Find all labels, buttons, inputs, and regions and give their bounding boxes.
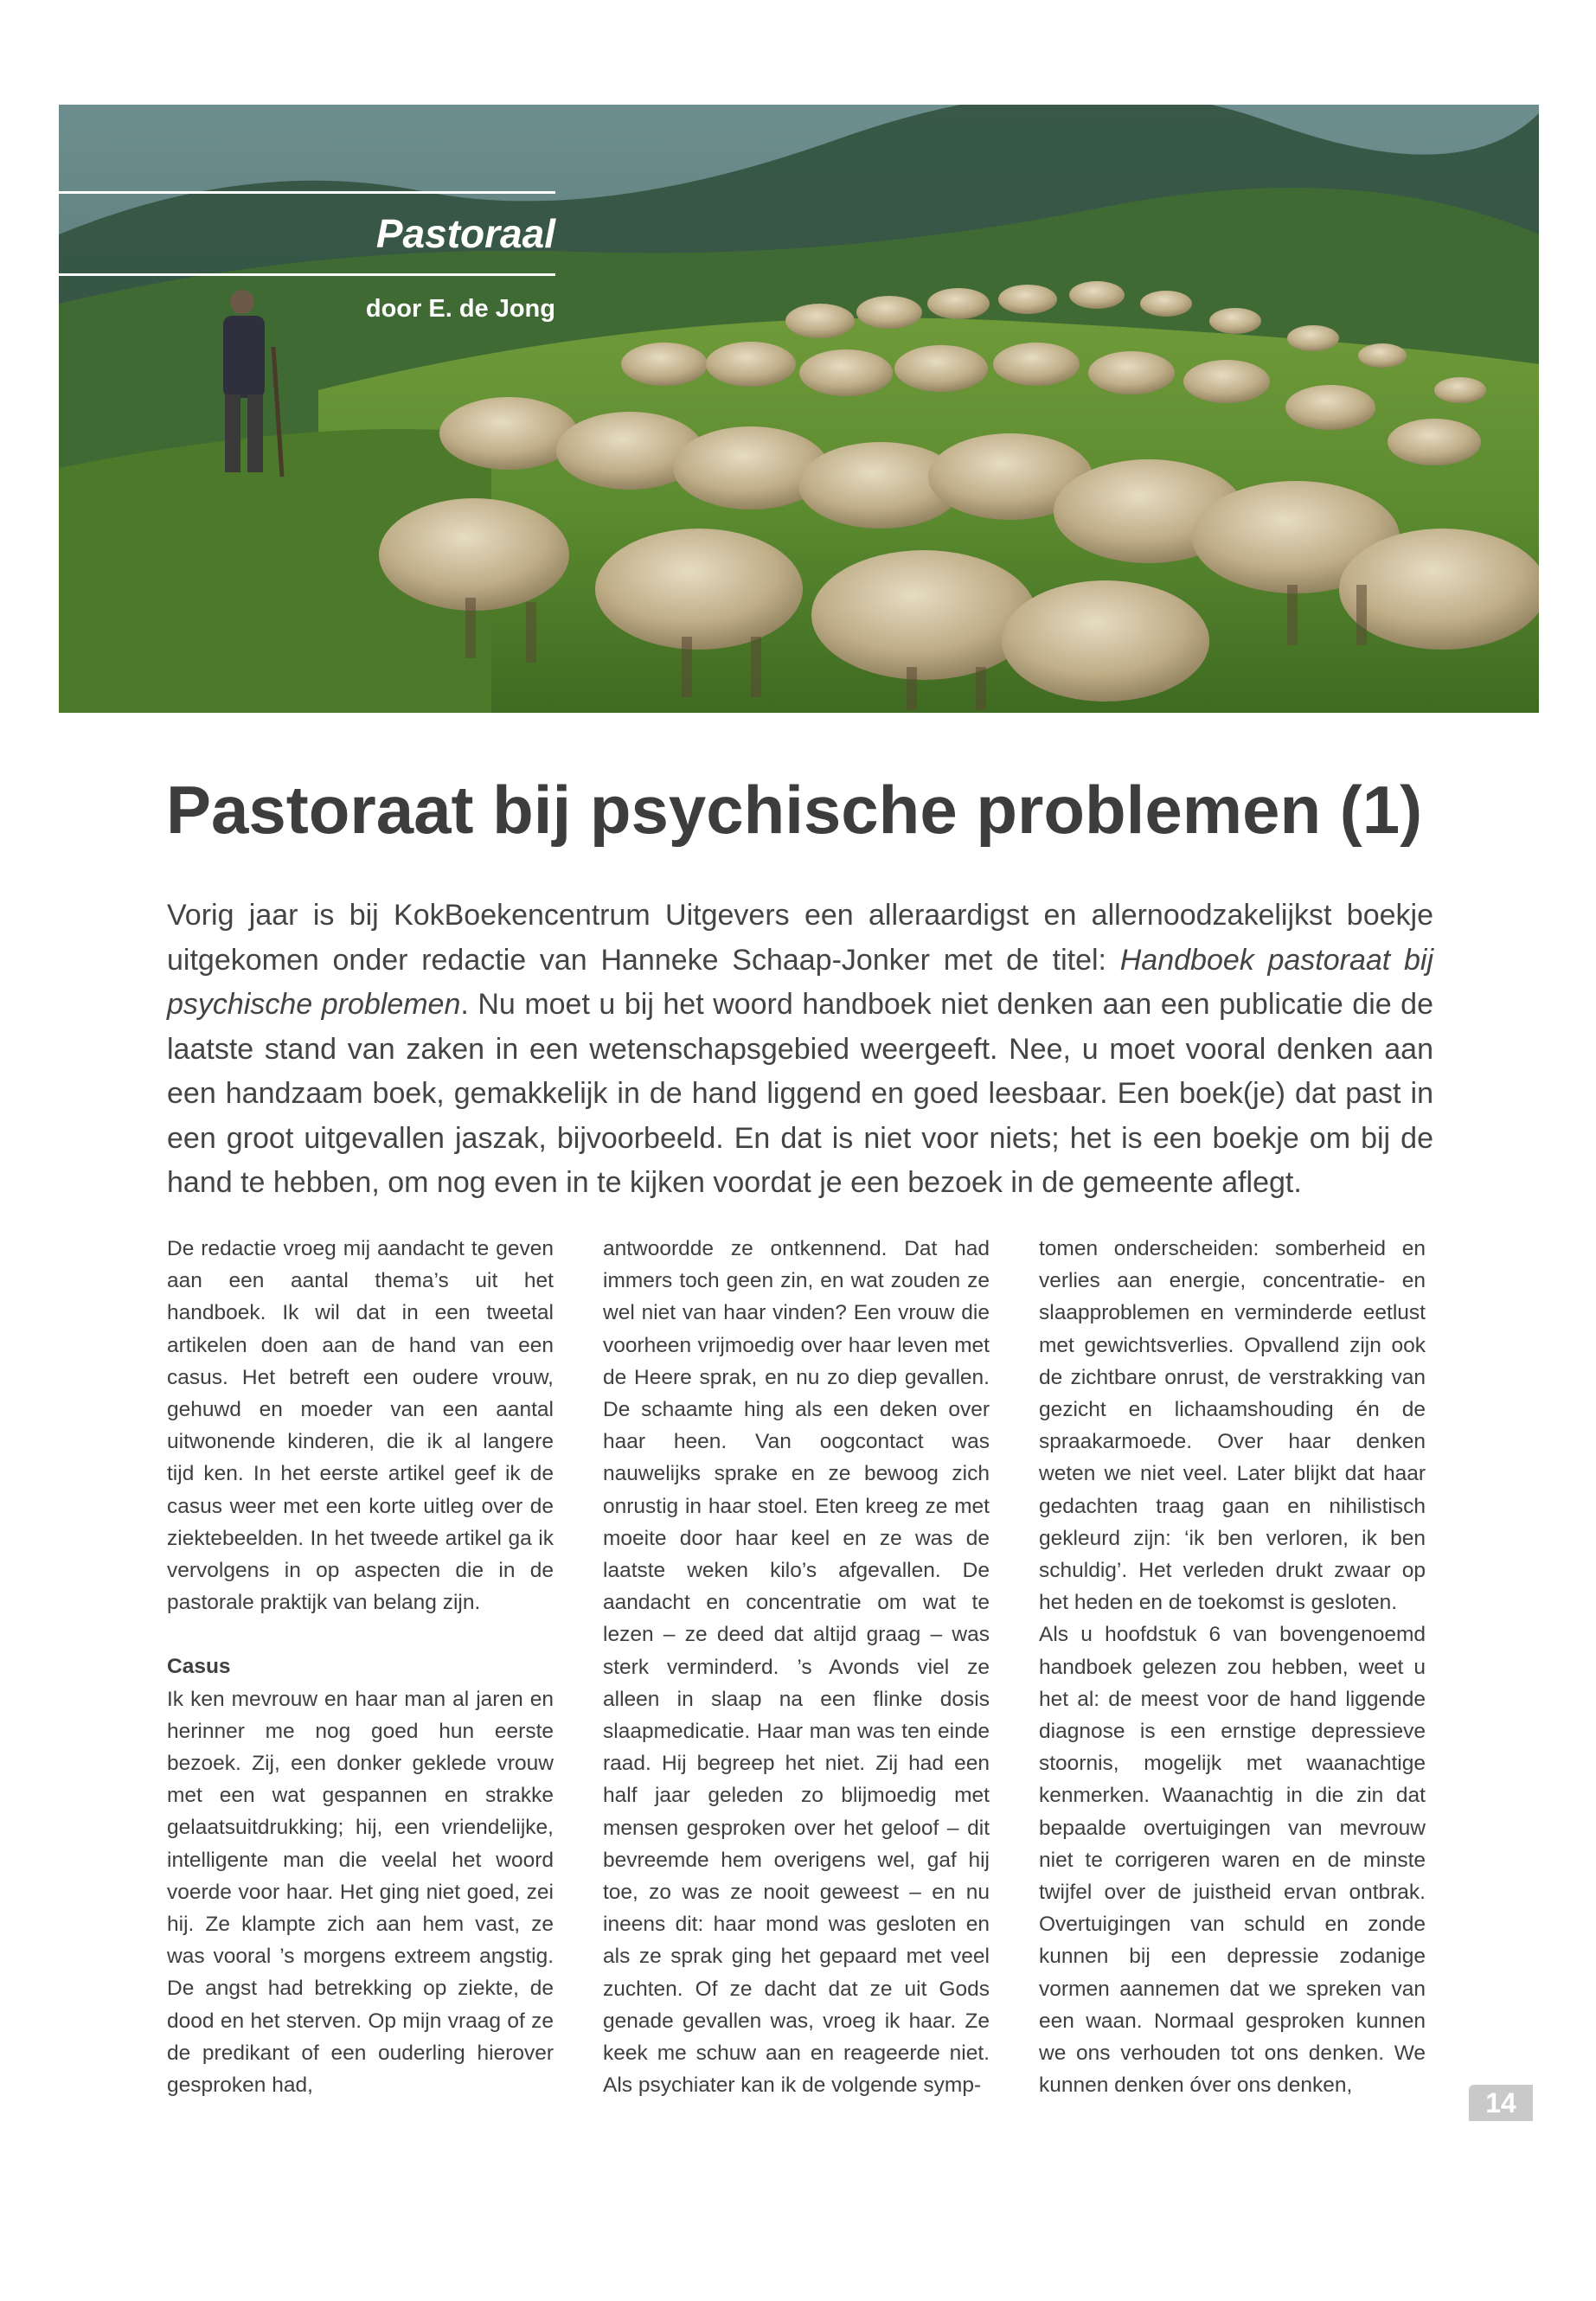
text-column-3 <box>1039 1233 1426 2101</box>
hero-image <box>59 105 1539 713</box>
book-title: Handboek pastoraat bij psychische problemen <box>167 943 1433 1021</box>
column-2-paragraph: antwoordde ze ontkennend. Dat had immers toch geen zin, en wat zouden ze wel niet van haar vinden? Een vrouw die voorheen vrijmoedig over haar leven met de Heere sprak, en nu zo diep gevallen. De schaamte hing als een deken over haar heen. Van oogcontact was nauwelijks sprake en ze bewoog zich onrustig in haar stoel. Eten kreeg ze met moeite door haar keel en ze was de laatste weken kilo’s afgevallen. De aandacht en concentratie om wat te lezen – ze deed dat altijd graag – was sterk verminderd. ’s Avonds viel ze alleen in slaap na een flinke dosis slaapmedicatie. Haar man was ten einde raad. Hij begreep het niet. Zij had een half jaar geleden zo blijmoedig met mensen gesproken over het geloof – dit bevreemde hem overigens wel, gaf hij toe, zo was ze nooit geweest – en nu ineens dit: haar mond was gesloten en als ze sprak ging het gepaard met veel zuchten. Of ze dacht dat ze uit Gods genade gevallen was, vroeg ik haar. Ze keek me schuw aan en reageerde niet. Als psychiater kan ik de volgende symp- <box>603 1237 990 2098</box>
author-byline: door E. de Jong <box>365 295 555 323</box>
page-number: 14 <box>1469 2085 1533 2121</box>
text-column-1 <box>167 1233 554 2101</box>
casus-paragraph: Ik ken mevrouw en haar man al jaren en herinner me nog goed hun eerste bezoek. Zij, een donker geklede vrouw met een wat gespannen en strakke gelaatsuitdrukking; hij, een vriendelijke, intelligente man die veelal het woord voerde voor haar. Het ging niet goed, zei hij. Ze klampte zich aan hem vast, ze was vooral ’s morgens extreem angstig. De angst had betrekking op ziekte, de dood en het sterven. Op mijn vraag of ze de predikant of een ouderling hierover gesproken had, <box>167 1687 554 2098</box>
intro-paragraph: De redactie vroeg mij aandacht te geven aan een aantal thema’s uit het handboek. Ik wil dat in een tweetal artikelen doen aan de hand van een casus. Het betreft een oudere vrouw, gehuwd en moeder van een aantal uitwonende kinderen, die ik al langere tijd ken. In het eerste artikel geef ik de casus weer met een korte uitleg over de ziektebeelden. In het tweede artikel ga ik vervolgens in op aspecten die in de pastorale praktijk van belang zijn. <box>167 1237 554 1615</box>
section-label: Pastoraal <box>375 211 555 256</box>
text-column-2 <box>603 1233 990 2101</box>
symptoms-paragraph: tomen onderscheiden: somberheid en verlies aan energie, concentratie- en slaapproblemen en verminderde eetlust met gewichtsverlies. Opvallend zijn ook de zichtbare onrust, de verstrakking van gezicht en lichaamshouding én de spraakarmoede. Over haar denken weten we niet veel. Later blijkt dat haar gedachten traag gaan en nihilistisch gekleurd zijn: ‘ik ben verloren, ik ben schuldig’. Het verleden drukt zwaar op het heden en de toekomst is gesloten. <box>1039 1237 1426 1615</box>
article-title: Pastoraat bij psychische problemen (1) <box>166 772 1423 848</box>
lead-paragraph <box>167 894 1433 1206</box>
section-heading-casus: Casus <box>167 1655 231 1679</box>
lead-text-start: Vorig jaar is bij KokBoekencentrum Uitgevers een alleraardigst en allernoodzakelijkst boekje uitgekomen onder redactie van Hanneke Schaap-Jonker met de titel: <box>167 899 1433 977</box>
header-rule-bottom <box>59 273 555 276</box>
hillside-sheep-illustration <box>59 105 1539 713</box>
lead-text-end: . Nu moet u bij het woord handboek niet denken aan een publicatie die de laatste stand van zaken in een wetenschapsgebied weergeeft. Nee, u moet vooral denken aan een handzaam boek, gemakkelijk in de hand liggend en goed leesbaar. Een boek(je) dat past in een groot uitgevallen jaszak, bijvoorbeeld. En dat is niet voor niets; het is een boekje om bij de hand te hebben, om nog even in te kijken voordat je een bezoek in de gemeente aflegt. <box>167 988 1433 1199</box>
header-rule-top <box>59 191 555 194</box>
diagnosis-paragraph: Als u hoofdstuk 6 van bovengenoemd handboek gelezen zou hebben, weet u het al: de meest voor de hand liggende diagnose is een ernstige depressieve stoornis, mogelijk met waanachtige kenmerken. Waanachtig in die zin dat bepaalde overtuigingen van mevrouw niet te corrigeren waren en de minste twijfel over de juistheid ervan ontbrak. Overtuigingen van schuld en zonde kunnen bij een depressie zodanige vormen aannemen dat we spreken van een waan. Normaal gesproken kunnen we ons verhouden tot ons denken. We kunnen denken óver ons denken, <box>1039 1623 1426 2098</box>
